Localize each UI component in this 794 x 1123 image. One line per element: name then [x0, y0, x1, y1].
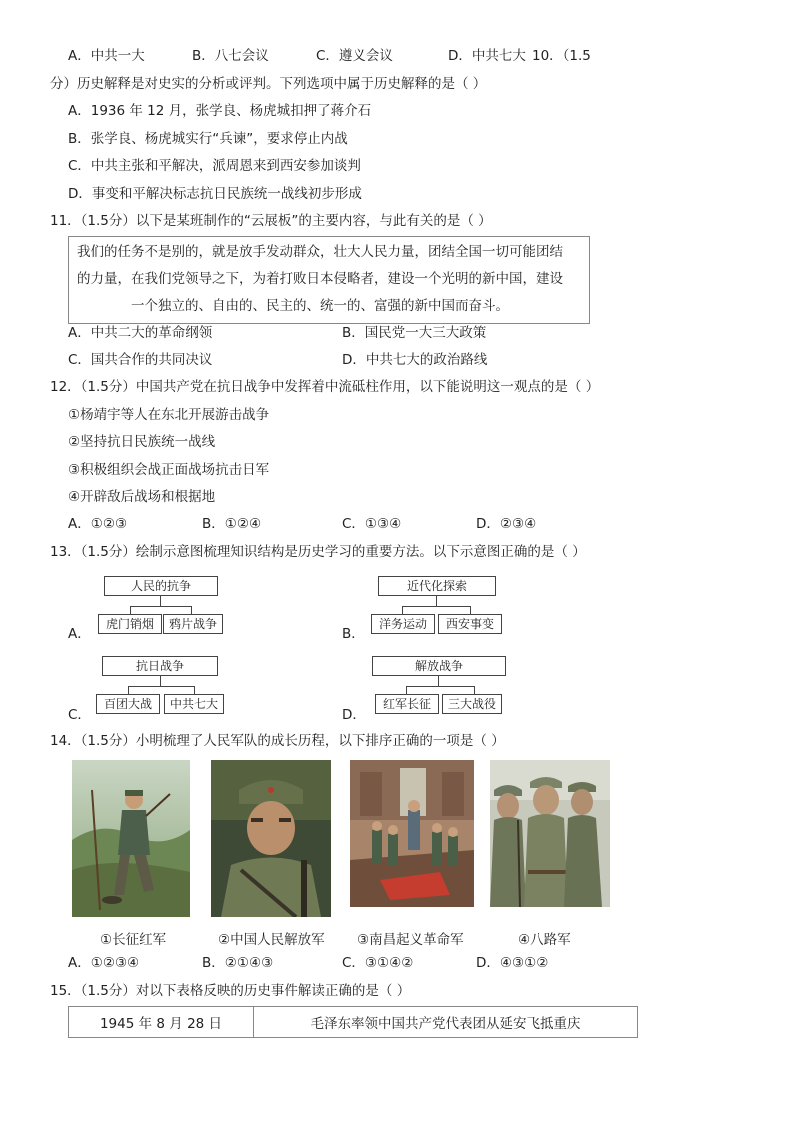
- diagram-a-right-line: [191, 606, 192, 614]
- diagram-c-right: 中共七大: [164, 694, 224, 714]
- diagram-b-stem-line: [436, 596, 437, 606]
- q11-option-a: A．中共二大的革命纲领: [68, 325, 213, 341]
- diagram-c-stem-line: [160, 676, 161, 686]
- event-description-cell: 毛泽东率领中国共产党代表团从延安飞抵重庆: [254, 1007, 638, 1038]
- q9-option-a: A．中共一大: [68, 48, 145, 64]
- q10-stem-start: 10．（1.5: [532, 48, 591, 64]
- q13-option-d: D．: [342, 707, 366, 723]
- q14-stem: 14．（1.5分）小明梳理了人民军队的成长历程，以下排序正确的一项是（ ）: [50, 733, 505, 749]
- quote-line-3: 一个独立的、自由的、民主的、统一的、富强的新中国而奋斗。: [131, 298, 509, 314]
- q12-item-1: ①杨靖宇等人在东北开展游击战争: [68, 407, 270, 423]
- q15-stem: 15．（1.5分）对以下表格反映的历史事件解读正确的是（ ）: [50, 983, 411, 999]
- q11-option-b: B．国民党一大三大政策: [342, 325, 487, 341]
- diagram-a-left: 虎门销烟: [98, 614, 162, 634]
- table-row: [69, 1007, 638, 1038]
- quote-line-2: 的力量，在我们党领导之下，为着打败日本侵略者，建设一个光明的新中国，建设: [77, 271, 563, 287]
- diagram-a-top: 人民的抗争: [104, 576, 218, 596]
- diagram-d-right-line: [474, 686, 475, 694]
- q12-option-a: A．①②③: [68, 516, 128, 532]
- q11-stem: 11．（1.5分）以下是某班制作的“云展板”的主要内容，与此有关的是（ ）: [50, 213, 492, 229]
- diagram-a-branch-line: [130, 606, 191, 607]
- q10-option-a: A．1936 年 12 月，张学良、杨虎城扣押了蒋介石: [68, 103, 372, 119]
- q14-option-b: B．②①④③: [202, 955, 274, 971]
- diagram-b-top: 近代化探索: [378, 576, 496, 596]
- q13-option-a: A．: [68, 626, 91, 642]
- diagram-a-right: 鸦片战争: [163, 614, 223, 634]
- diagram-b-left: 洋务运动: [371, 614, 435, 634]
- q10-option-b: B．张学良、杨虎城实行“兵谏”，要求停止内战: [68, 131, 348, 147]
- diagram-b-right-line: [470, 606, 471, 614]
- diagram-d-left-line: [406, 686, 407, 694]
- quote-box: [68, 236, 590, 324]
- q11-option-d: D．中共七大的政治路线: [342, 352, 488, 368]
- event-date-cell: 1945 年 8 月 28 日: [69, 1007, 254, 1038]
- photo-caption-1: ①长征红军: [100, 932, 167, 948]
- q10-option-c: C．中共主张和平解决，派周恩来到西安参加谈判: [68, 158, 361, 174]
- q13-option-b: B．: [342, 626, 365, 642]
- photo-caption-4: ④八路军: [518, 932, 571, 948]
- q9-option-b: B．八七会议: [192, 48, 269, 64]
- diagram-a-stem-line: [160, 596, 161, 606]
- q12-item-2: ②坚持抗日民族统一战线: [68, 434, 216, 450]
- q14-option-d: D．④③①②: [476, 955, 549, 971]
- eighth-route-army-photo: [490, 760, 610, 907]
- q12-option-c: C．①③④: [342, 516, 402, 532]
- event-table: [68, 1006, 638, 1038]
- diagram-b-right: 西安事变: [438, 614, 502, 634]
- diagram-d-left: 红军长征: [375, 694, 439, 714]
- q12-stem: 12．（1.5分）中国共产党在抗日战争中发挥着中流砥柱作用，以下能说明这一观点的是（ ）: [50, 379, 600, 395]
- q12-item-3: ③积极组织会战正面战场抗击日军: [68, 462, 270, 478]
- diagram-b-branch-line: [402, 606, 470, 607]
- photo-caption-3: ③南昌起义革命军: [357, 932, 464, 948]
- q14-option-c: C．③①④②: [342, 955, 414, 971]
- diagram-d-right: 三大战役: [442, 694, 502, 714]
- quote-line-1: 我们的任务不是别的，就是放手发动群众，壮大人民力量，团结全国一切可能团结: [77, 244, 563, 260]
- q13-option-c: C．: [68, 707, 91, 723]
- q12-option-d: D．②③④: [476, 516, 537, 532]
- photo-caption-2: ②中国人民解放军: [218, 932, 325, 948]
- diagram-a-left-line: [130, 606, 131, 614]
- diagram-c-branch-line: [128, 686, 194, 687]
- diagram-d-stem-line: [438, 676, 439, 686]
- q12-option-b: B．①②④: [202, 516, 262, 532]
- q9-option-d: D．中共七大: [448, 48, 526, 64]
- diagram-d-branch-line: [406, 686, 474, 687]
- diagram-c-left-line: [128, 686, 129, 694]
- q9-option-c: C．遵义会议: [316, 48, 393, 64]
- q14-option-a: A．①②③④: [68, 955, 140, 971]
- diagram-c-top: 抗日战争: [102, 656, 218, 676]
- q13-stem: 13．（1.5分）绘制示意图梳理知识结构是历史学习的重要方法。以下示意图正确的是（ ）: [50, 544, 586, 560]
- diagram-c-right-line: [194, 686, 195, 694]
- diagram-b-left-line: [402, 606, 403, 614]
- long-march-soldier-photo: [72, 760, 190, 917]
- q12-item-4: ④开辟敌后战场和根据地: [68, 489, 216, 505]
- diagram-c-left: 百团大战: [96, 694, 160, 714]
- diagram-d-top: 解放战争: [372, 656, 506, 676]
- pla-soldier-photo: [211, 760, 331, 917]
- q10-stem: 分）历史解释是对史实的分析或评判。下列选项中属于历史解释的是（ ）: [50, 76, 487, 92]
- q11-option-c: C．国共合作的共同决议: [68, 352, 213, 368]
- nanchang-uprising-painting: [350, 760, 474, 907]
- q10-option-d: D．事变和平解决标志抗日民族统一战线初步形成: [68, 186, 362, 202]
